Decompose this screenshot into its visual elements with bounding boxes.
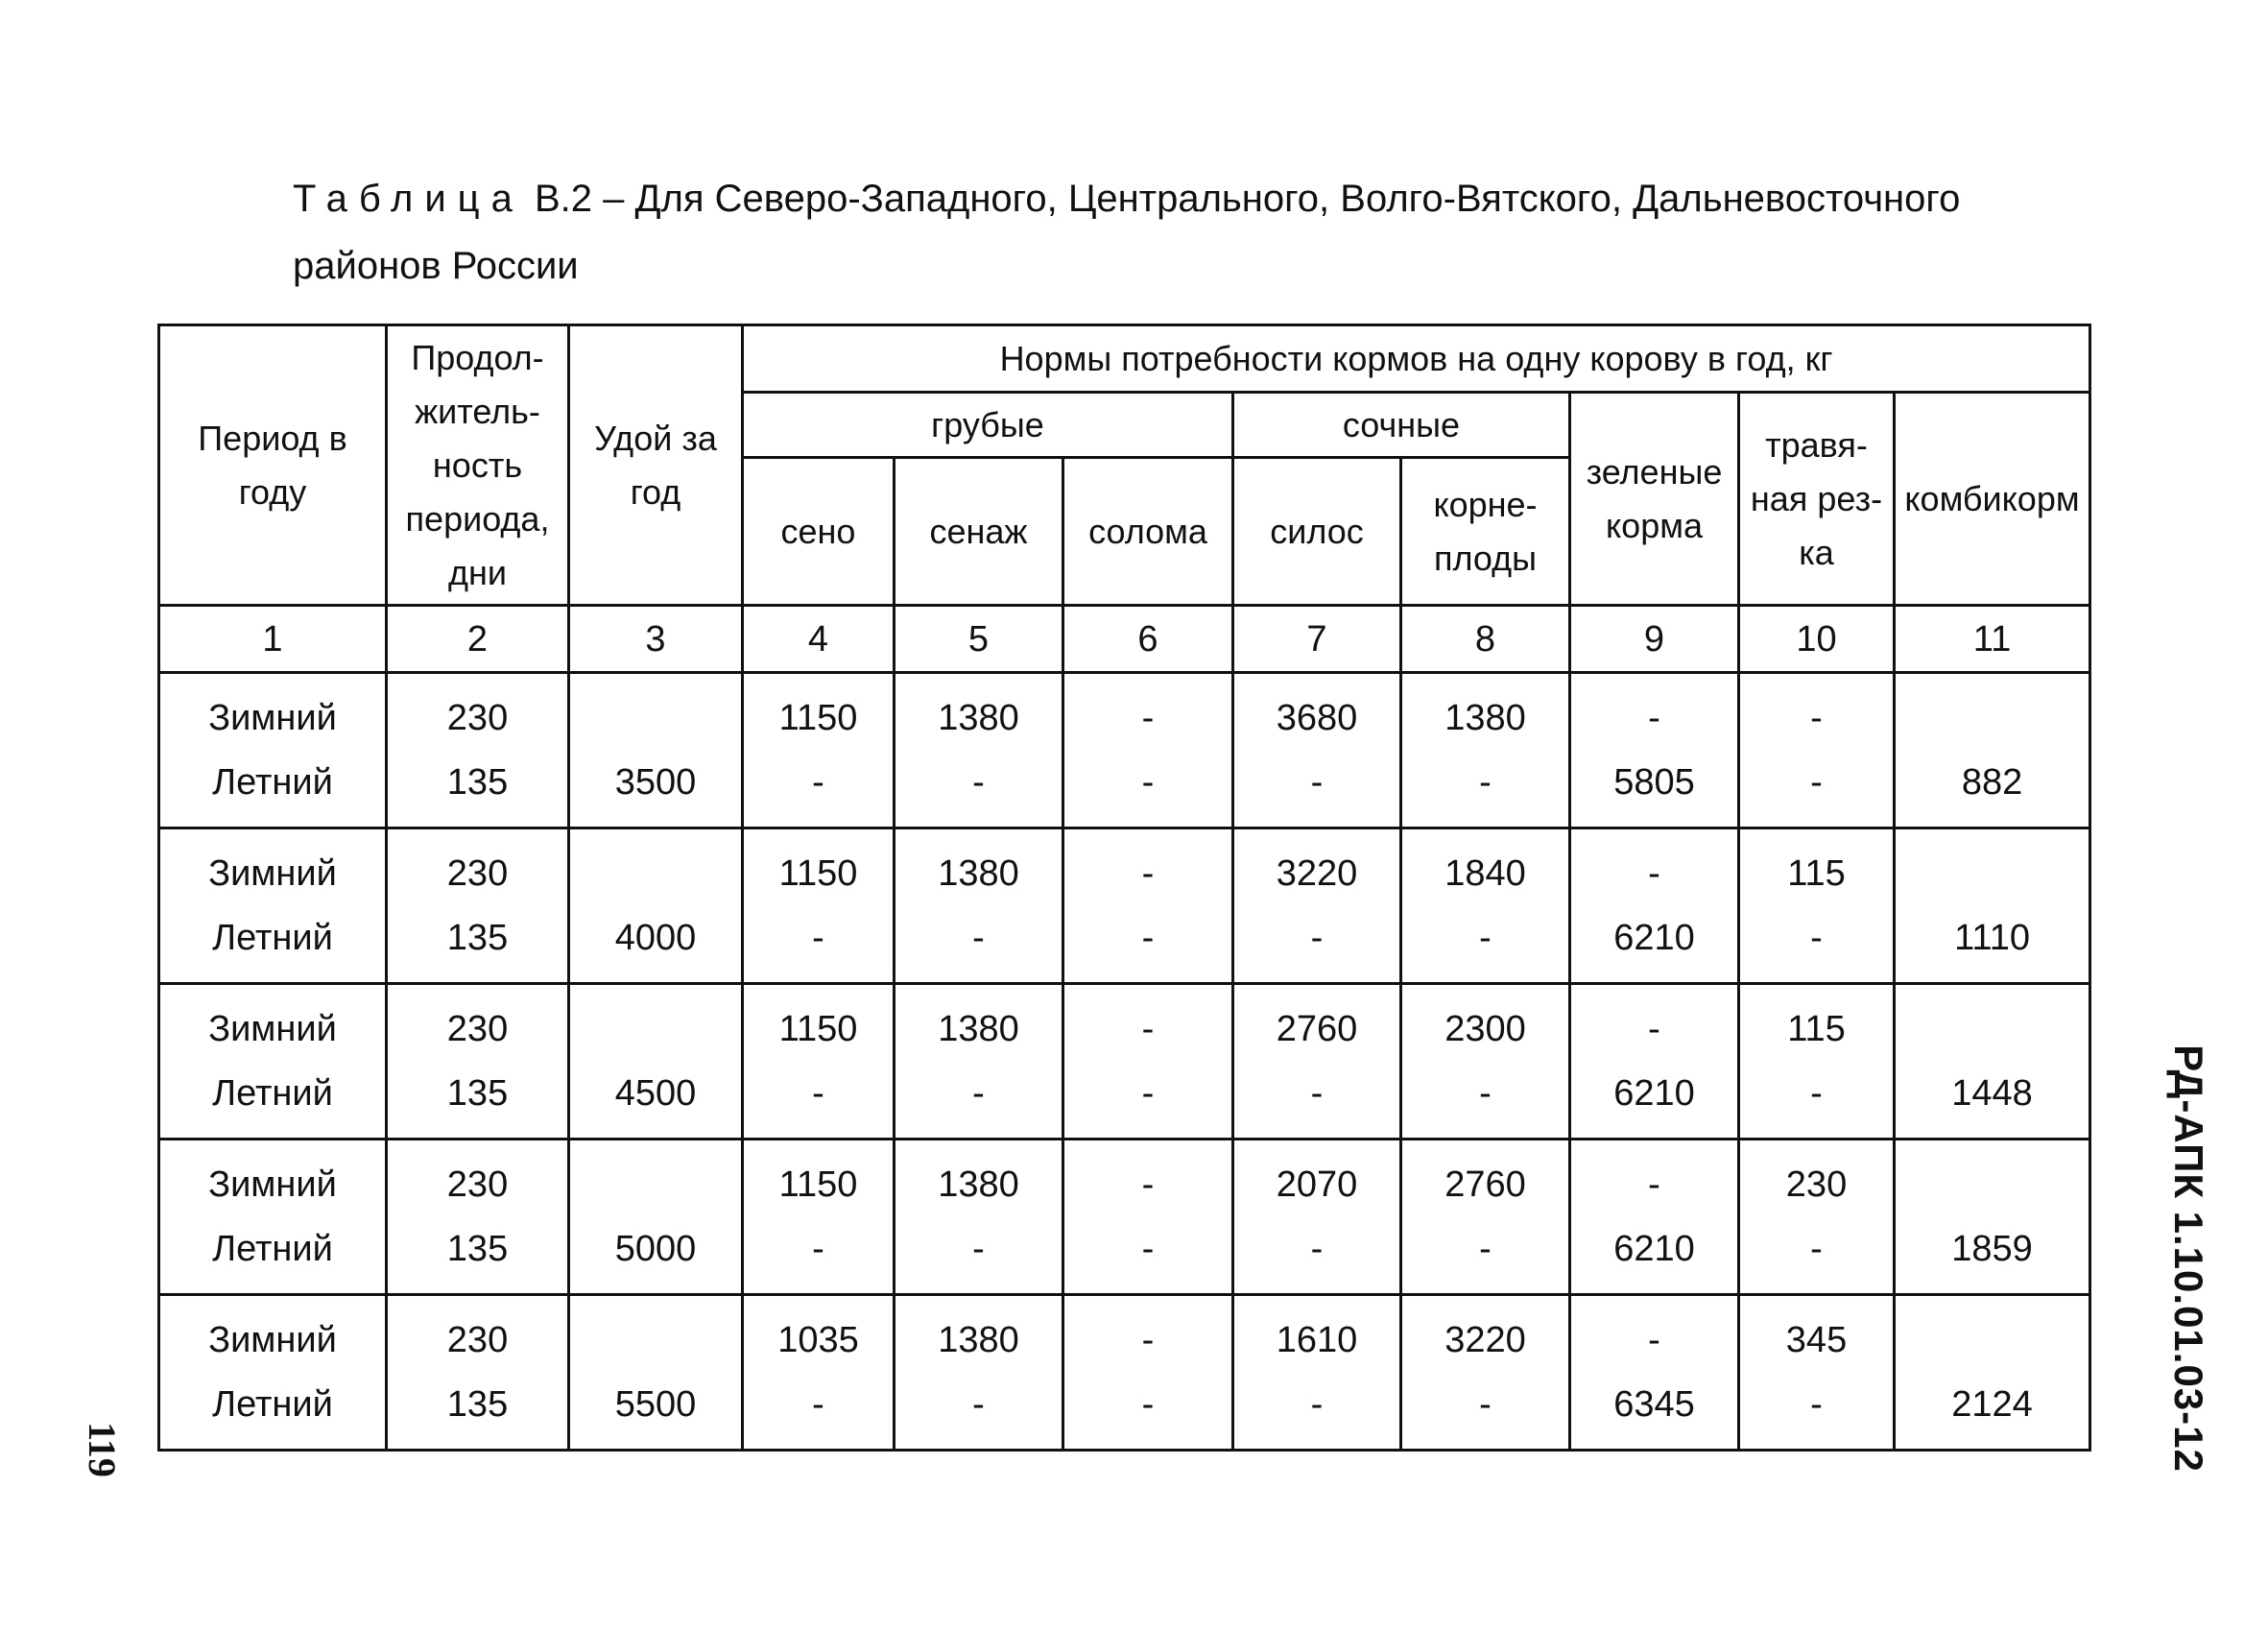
- table-cell: [743, 673, 895, 828]
- table-cell: [1401, 828, 1570, 984]
- winter-value: -: [1810, 697, 1823, 738]
- header-green: зеленые корма: [1570, 393, 1739, 606]
- caption-label: Таблица: [293, 178, 524, 220]
- table-cell: [387, 1295, 569, 1451]
- winter-value: 115: [1787, 1008, 1846, 1049]
- winter-value: Зимний: [208, 697, 337, 738]
- yield-cell: [569, 1140, 743, 1295]
- summer-value: -: [1310, 761, 1324, 803]
- column-number-row: [159, 606, 2090, 673]
- winter-value: -: [1141, 1008, 1155, 1049]
- header-compound: комбикорм: [1895, 393, 2090, 606]
- summer-value: Летний: [212, 1383, 333, 1425]
- summer-value: -: [1810, 1383, 1823, 1425]
- summer-value: -: [812, 761, 824, 803]
- table-cell: [1401, 1295, 1570, 1451]
- column-number: 7: [1233, 606, 1401, 673]
- table-cell: [1063, 1140, 1233, 1295]
- yield-cell: [569, 984, 743, 1140]
- table-cell: [1063, 828, 1233, 984]
- compound-value: 882: [1961, 761, 2023, 803]
- page-number: 119: [81, 1422, 124, 1477]
- summer-value: -: [1310, 1383, 1324, 1425]
- summer-value: -: [1479, 917, 1492, 958]
- summer-value: -: [1479, 1383, 1492, 1425]
- winter-value: 230: [446, 1319, 509, 1360]
- table-cell: [1739, 673, 1895, 828]
- header-duration: Продол-житель-ность периода, дни: [387, 325, 569, 606]
- table-cell: [895, 673, 1063, 828]
- table-cell: [895, 984, 1063, 1140]
- caption-text: В.2 – Для Северо-Западного, Центрального, Волго-Вятского, Дальневосточного районов России: [293, 178, 1961, 287]
- header-silage: силос: [1233, 458, 1401, 606]
- cell-empty: [1896, 997, 2089, 1062]
- summer-value: -: [812, 1072, 824, 1114]
- table-cell: [1233, 828, 1401, 984]
- table-cell: [159, 1295, 387, 1451]
- winter-value: 2300: [1444, 1008, 1526, 1049]
- yield-value: 4000: [614, 917, 697, 958]
- table-cell: [743, 984, 895, 1140]
- winter-value: 1150: [778, 1164, 858, 1205]
- table-row: [159, 1295, 2090, 1451]
- winter-value: 1610: [1276, 1319, 1358, 1360]
- winter-value: 1380: [938, 1319, 1019, 1360]
- winter-value: -: [1141, 1319, 1155, 1360]
- summer-value: -: [1141, 1072, 1155, 1114]
- cell-empty: [570, 686, 741, 751]
- summer-value: -: [972, 1383, 985, 1425]
- summer-value: -: [972, 1228, 985, 1269]
- summer-value: -: [812, 917, 824, 958]
- summer-value: -: [1141, 917, 1155, 958]
- feed-norms-table: [157, 324, 2091, 1452]
- summer-value: -: [972, 1072, 985, 1114]
- table-cell: [743, 1140, 895, 1295]
- summer-value: -: [1310, 1072, 1324, 1114]
- cell-empty: [570, 842, 741, 906]
- winter-value: 1150: [778, 697, 858, 738]
- yield-value: 4500: [614, 1072, 697, 1114]
- column-number: 10: [1739, 606, 1895, 673]
- cell-empty: [570, 1308, 741, 1373]
- table-cell: [159, 673, 387, 828]
- summer-value: Летний: [212, 761, 333, 803]
- summer-value: -: [1479, 1072, 1492, 1114]
- table-row: [159, 828, 2090, 984]
- header-succulent: сочные: [1233, 393, 1570, 458]
- table-cell: [1233, 1295, 1401, 1451]
- summer-value: -: [1141, 761, 1155, 803]
- summer-value: Летний: [212, 917, 333, 958]
- yield-value: 5000: [614, 1228, 697, 1269]
- winter-value: Зимний: [208, 852, 337, 894]
- winter-value: Зимний: [208, 1319, 337, 1360]
- cell-empty: [570, 997, 741, 1062]
- document-id: РД-АПК 1.10.01.03-12: [2166, 1044, 2211, 1473]
- summer-value: -: [812, 1228, 824, 1269]
- table-cell: [159, 1140, 387, 1295]
- yield-cell: [569, 828, 743, 984]
- table-cell: [1401, 673, 1570, 828]
- column-number: 1: [159, 606, 387, 673]
- table-cell: [743, 828, 895, 984]
- winter-value: 1150: [778, 1008, 858, 1049]
- summer-value: Летний: [212, 1072, 333, 1114]
- table-cell: [1233, 673, 1401, 828]
- summer-value: 6210: [1613, 1072, 1695, 1114]
- summer-value: -: [1141, 1383, 1155, 1425]
- winter-value: 1380: [938, 1008, 1019, 1049]
- winter-value: 1840: [1444, 852, 1526, 894]
- summer-value: -: [1479, 761, 1492, 803]
- winter-value: 3220: [1276, 852, 1358, 894]
- compound-cell: [1895, 1295, 2090, 1451]
- summer-value: -: [1810, 917, 1823, 958]
- header-coarse: грубые: [743, 393, 1233, 458]
- table-cell: [1570, 1140, 1739, 1295]
- winter-value: 230: [446, 1008, 509, 1049]
- winter-value: 230: [446, 697, 509, 738]
- winter-value: 3220: [1444, 1319, 1526, 1360]
- winter-value: 2760: [1276, 1008, 1358, 1049]
- winter-value: 2760: [1444, 1164, 1526, 1205]
- summer-value: 6210: [1613, 917, 1695, 958]
- table-cell: [1570, 828, 1739, 984]
- table-cell: [159, 984, 387, 1140]
- winter-value: -: [1141, 852, 1155, 894]
- summer-value: -: [1810, 1228, 1823, 1269]
- header-haylage: сенаж: [895, 458, 1063, 606]
- cell-empty: [1896, 686, 2089, 751]
- compound-value: 2124: [1951, 1383, 2033, 1425]
- column-number: 3: [569, 606, 743, 673]
- table-cell: [387, 828, 569, 984]
- compound-cell: [1895, 1140, 2090, 1295]
- table-cell: [387, 984, 569, 1140]
- table-cell: [1063, 1295, 1233, 1451]
- header-norms: Нормы потребности кормов на одну корову в год, кг: [743, 325, 2090, 393]
- winter-value: 1035: [777, 1319, 859, 1360]
- summer-value: -: [1141, 1228, 1155, 1269]
- yield-cell: [569, 1295, 743, 1451]
- summer-value: 135: [446, 1072, 509, 1114]
- winter-value: 1380: [1444, 697, 1526, 738]
- summer-value: -: [812, 1383, 824, 1425]
- summer-value: 135: [446, 761, 509, 803]
- table-cell: [743, 1295, 895, 1451]
- winter-value: -: [1141, 697, 1155, 738]
- table-cell: [1570, 673, 1739, 828]
- summer-value: 5805: [1613, 761, 1695, 803]
- winter-value: -: [1648, 1164, 1660, 1205]
- winter-value: 115: [1787, 852, 1846, 894]
- summer-value: Летний: [212, 1228, 333, 1269]
- table-cell: [1739, 828, 1895, 984]
- winter-value: 3680: [1276, 697, 1358, 738]
- winter-value: 1150: [778, 852, 858, 894]
- table-row: [159, 673, 2090, 828]
- table-row: [159, 984, 2090, 1140]
- table-caption: [293, 165, 2116, 300]
- winter-value: 230: [446, 1164, 509, 1205]
- summer-value: -: [1810, 761, 1823, 803]
- table-cell: [895, 1140, 1063, 1295]
- header-straw: солома: [1063, 458, 1233, 606]
- table-cell: [1233, 984, 1401, 1140]
- header-grass-cut: травя-ная рез-ка: [1739, 393, 1895, 606]
- column-number: 6: [1063, 606, 1233, 673]
- table-cell: [1063, 984, 1233, 1140]
- table-cell: [1401, 1140, 1570, 1295]
- table-cell: [159, 828, 387, 984]
- compound-cell: [1895, 828, 2090, 984]
- table-row: [159, 1140, 2090, 1295]
- winter-value: 345: [1785, 1319, 1848, 1360]
- table-cell: [1063, 673, 1233, 828]
- compound-cell: [1895, 984, 2090, 1140]
- summer-value: -: [972, 917, 985, 958]
- header-yield: Удой за год: [569, 325, 743, 606]
- summer-value: 6210: [1613, 1228, 1695, 1269]
- table-cell: [1570, 984, 1739, 1140]
- table-cell: [1401, 984, 1570, 1140]
- summer-value: -: [1810, 1072, 1823, 1114]
- table-cell: [387, 673, 569, 828]
- table-cell: [1739, 1295, 1895, 1451]
- header-hay: сено: [743, 458, 895, 606]
- compound-cell: [1895, 673, 2090, 828]
- summer-value: 6345: [1613, 1383, 1695, 1425]
- winter-value: -: [1648, 697, 1660, 738]
- table-cell: [1739, 984, 1895, 1140]
- winter-value: 230: [1785, 1164, 1848, 1205]
- cell-empty: [570, 1153, 741, 1217]
- summer-value: 135: [446, 917, 509, 958]
- summer-value: 135: [446, 1228, 509, 1269]
- column-number: 8: [1401, 606, 1570, 673]
- yield-value: 5500: [614, 1383, 697, 1425]
- header-roots: корне-плоды: [1401, 458, 1570, 606]
- winter-value: Зимний: [208, 1008, 337, 1049]
- winter-value: 1380: [938, 1164, 1019, 1205]
- winter-value: 230: [446, 852, 509, 894]
- winter-value: 1380: [938, 697, 1019, 738]
- compound-value: 1448: [1951, 1072, 2033, 1114]
- yield-value: 3500: [614, 761, 697, 803]
- summer-value: -: [1479, 1228, 1492, 1269]
- winter-value: -: [1141, 1164, 1155, 1205]
- cell-empty: [1896, 1308, 2089, 1373]
- column-number: 11: [1895, 606, 2090, 673]
- winter-value: -: [1648, 1008, 1660, 1049]
- compound-value: 1110: [1954, 917, 2030, 958]
- summer-value: -: [972, 761, 985, 803]
- winter-value: 2070: [1276, 1164, 1358, 1205]
- header-period: Период в году: [159, 325, 387, 606]
- column-number: 2: [387, 606, 569, 673]
- table-cell: [1233, 1140, 1401, 1295]
- winter-value: -: [1648, 1319, 1660, 1360]
- winter-value: -: [1648, 852, 1660, 894]
- winter-value: Зимний: [208, 1164, 337, 1205]
- summer-value: 135: [446, 1383, 509, 1425]
- table-cell: [1739, 1140, 1895, 1295]
- table-cell: [387, 1140, 569, 1295]
- column-number: 9: [1570, 606, 1739, 673]
- summer-value: -: [1310, 1228, 1324, 1269]
- cell-empty: [1896, 1153, 2089, 1217]
- table-cell: [895, 828, 1063, 984]
- column-number: 5: [895, 606, 1063, 673]
- column-number: 4: [743, 606, 895, 673]
- table-cell: [1570, 1295, 1739, 1451]
- summer-value: -: [1310, 917, 1324, 958]
- cell-empty: [1896, 842, 2089, 906]
- compound-value: 1859: [1951, 1228, 2033, 1269]
- winter-value: 1380: [938, 852, 1019, 894]
- yield-cell: [569, 673, 743, 828]
- table-cell: [895, 1295, 1063, 1451]
